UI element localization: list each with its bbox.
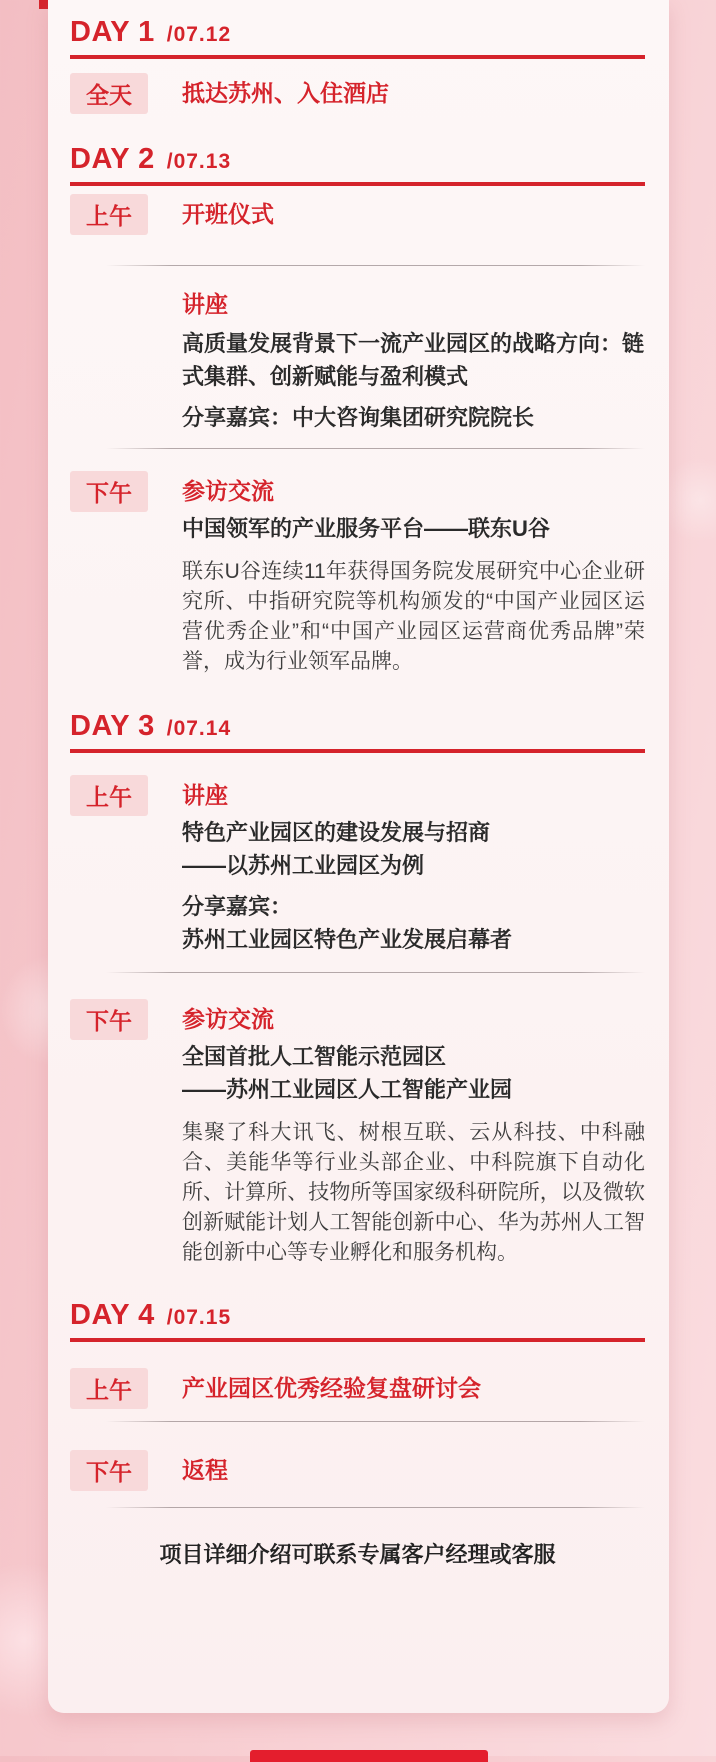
day4-date: /07.15 xyxy=(166,1306,232,1329)
day3-label: DAY 3 xyxy=(70,710,155,742)
day3-session-afternoon xyxy=(70,999,645,1268)
day4-label: DAY 4 xyxy=(70,1299,155,1331)
time-badge-afternoon: 下午 xyxy=(70,999,148,1040)
divider xyxy=(106,972,645,973)
day2-session-lecture xyxy=(70,288,645,434)
time-badge-allday: 全天 xyxy=(70,73,148,114)
visit-topic-line: ——苏州工业园区人工智能产业园 xyxy=(182,1077,513,1102)
day1-label: DAY 1 xyxy=(70,16,155,48)
time-badge-afternoon: 下午 xyxy=(70,1450,148,1491)
visit-description: 集聚了科大讯飞、树根互联、云从科技、中科融合、美能华等行业头部企业、中科院旗下自动化所、计算所、技物所等国家级科研院所，以及微软创新赋能计划人工智能创新中心、华为苏州人工智能创新中心等专业孵化和服务机构。 xyxy=(182,1121,645,1264)
day3-rule xyxy=(70,749,645,753)
visit-topic-line: 全国首批人工智能示范园区 xyxy=(182,1044,447,1069)
session-category: 讲座 xyxy=(182,291,228,317)
session-category: 讲座 xyxy=(182,782,228,808)
activity-title: 返程 xyxy=(182,1457,228,1483)
day1-header xyxy=(70,15,645,59)
activity-title: 产业园区优秀经验复盘研讨会 xyxy=(182,1375,481,1401)
activity-title: 开班仪式 xyxy=(182,201,274,227)
divider xyxy=(106,448,645,449)
divider xyxy=(106,265,645,266)
time-badge-morning: 上午 xyxy=(70,775,148,816)
itinerary-card xyxy=(48,0,669,1713)
divider xyxy=(106,1421,645,1422)
day4-session-afternoon xyxy=(70,1450,645,1491)
lecture-speaker: 分享嘉宾：中大咨询集团研究院院长 xyxy=(182,405,535,430)
time-badge-morning: 上午 xyxy=(70,194,148,235)
lecture-topic-line: ——以苏州工业园区为例 xyxy=(182,853,425,878)
session-category: 参访交流 xyxy=(182,478,274,504)
visit-description: 联东U谷连续11年获得国务院发展研究中心企业研究所、中指研究院等机构颁发的“中国产业园区运营优秀企业”和“中国产业园区运营商优秀品牌”荣誉，成为行业领军品牌。 xyxy=(182,560,645,673)
ribbon-decoration xyxy=(39,0,48,9)
cta-button[interactable] xyxy=(250,1750,488,1762)
divider xyxy=(106,1507,645,1508)
day3-header xyxy=(70,709,645,753)
day2-label: DAY 2 xyxy=(70,143,155,175)
day4-rule xyxy=(70,1338,645,1342)
day3-session-morning xyxy=(70,775,645,956)
time-badge-afternoon: 下午 xyxy=(70,471,148,512)
day3-date: /07.14 xyxy=(166,717,232,740)
day1-date: /07.12 xyxy=(166,23,232,46)
day1-rule xyxy=(70,55,645,59)
lecture-speaker-line: 苏州工业园区特色产业发展启幕者 xyxy=(182,927,513,952)
day1-session-allday xyxy=(70,73,645,114)
activity-title: 抵达苏州、入住酒店 xyxy=(182,80,389,106)
time-badge-morning: 上午 xyxy=(70,1368,148,1409)
day2-session-afternoon xyxy=(70,471,645,677)
contact-note: 项目详细介绍可联系专属客户经理或客服 xyxy=(159,1542,556,1567)
visit-topic: 中国领军的产业服务平台——联东U谷 xyxy=(182,516,550,541)
session-category: 参访交流 xyxy=(182,1006,274,1032)
lecture-topic-line: 特色产业园区的建设发展与招商 xyxy=(182,820,491,845)
day4-session-morning xyxy=(70,1368,645,1409)
lecture-speaker-line: 分享嘉宾： xyxy=(182,894,293,919)
day2-date: /07.13 xyxy=(166,150,232,173)
day2-session-morning xyxy=(70,194,645,235)
day2-rule xyxy=(70,182,645,186)
day2-header xyxy=(70,142,645,186)
lecture-topic: 高质量发展背景下一流产业园区的战略方向：链式集群、创新赋能与盈利模式 xyxy=(182,331,645,389)
day4-header xyxy=(70,1298,645,1342)
